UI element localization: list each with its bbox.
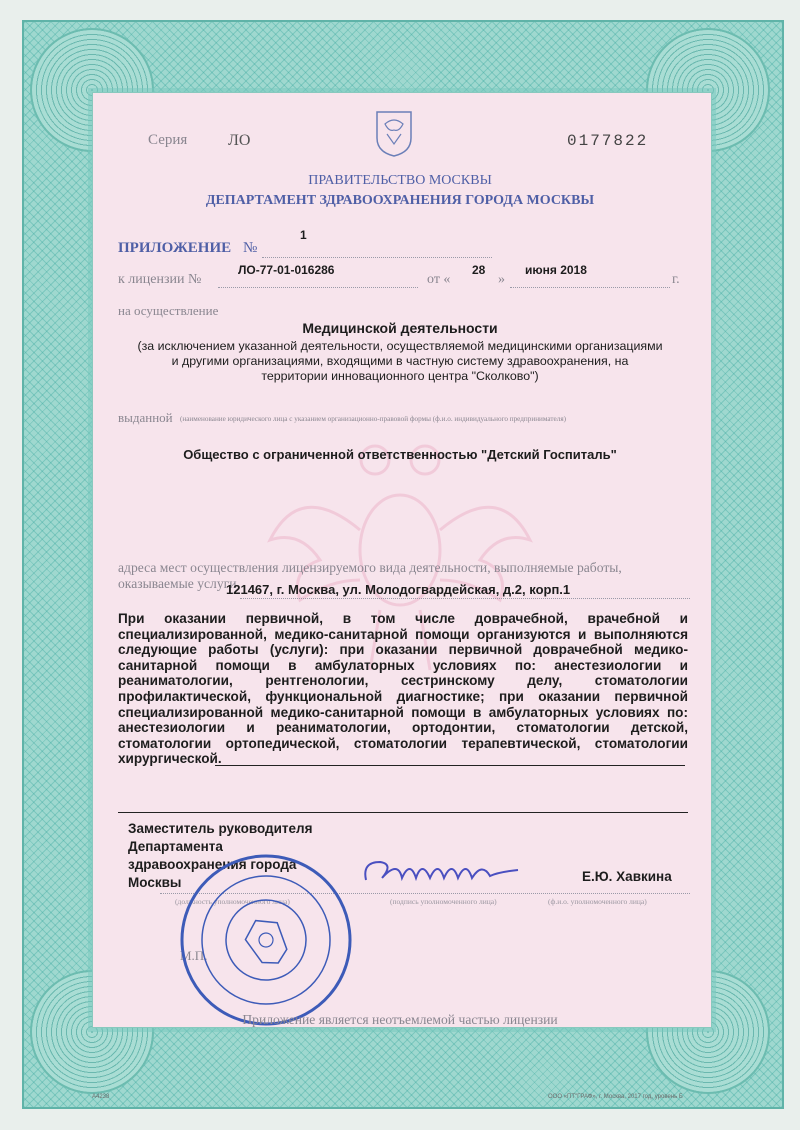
hint-position: (должность уполномоченного лица) <box>175 897 290 906</box>
handwritten-signature <box>358 852 528 892</box>
number-sign: № <box>243 240 258 256</box>
form-code: А4238 <box>92 1094 110 1100</box>
works-end-line <box>215 765 685 766</box>
printer-info: ООО «ПТ"ГРАФ», г. Москва, 2017 год, уровень Б <box>548 1094 683 1100</box>
government-title: ПРАВИТЕЛЬСТВО МОСКВЫ <box>308 173 492 188</box>
seal-place-label: М.П. <box>180 948 208 963</box>
organization-name: Общество с ограниченной ответственностью "Детский Госпиталь" <box>183 447 617 462</box>
coat-of-arms-icon <box>373 108 415 158</box>
license-number-line <box>218 287 418 288</box>
hint-name: (ф.и.о. уполномоченного лица) <box>548 897 647 906</box>
issued-label: выданной <box>118 410 173 425</box>
address-label: адреса мест осуществления лицензируемого вида деятельности, выполняемые работы, <box>118 560 622 575</box>
footer-note: Приложение является неотъемлемой частью лицензии <box>242 1012 558 1027</box>
appendix-number: 1 <box>300 228 307 242</box>
address-value: 121467, г. Москва, ул. Молодогвардейская, д.2, корп.1 <box>226 582 571 597</box>
form-number: 0177822 <box>567 132 649 150</box>
date-from: от « <box>427 272 451 287</box>
signer-name: Е.Ю. Хавкина <box>582 869 672 884</box>
date-line <box>510 287 670 288</box>
year-suffix: г. <box>672 272 680 287</box>
address-label: оказываемые услуги <box>118 576 237 591</box>
date-close: » <box>498 272 505 287</box>
series-label: Серия <box>148 132 188 148</box>
activity-line: и другими организациями, входящими в частную систему здравоохранения, на <box>171 354 629 368</box>
activity-label: на осуществление <box>118 303 219 318</box>
license-number: ЛО-77-01-016286 <box>238 263 335 277</box>
appendix-label: ПРИЛОЖЕНИЕ <box>118 240 232 256</box>
issued-hint: (наименование юридического лица с указанием организационно-правовой формы (ф.и.о. индивидуального предпринимателя) <box>180 415 567 423</box>
appendix-number-line <box>262 257 492 258</box>
signer-position: Заместитель руководителя Департамента здравоохранения города Москвы <box>128 821 313 890</box>
license-label: к лицензии № <box>118 272 202 287</box>
date-day: 28 <box>472 263 486 277</box>
activity-title: Медицинской деятельности <box>302 320 498 336</box>
separator-line <box>118 812 688 813</box>
date-month-year: июня 2018 <box>525 263 587 277</box>
address-line <box>240 598 690 599</box>
hint-signature: (подпись уполномоченного лица) <box>390 897 497 906</box>
works-description: При оказании первичной, в том числе доврачебной, врачебной и специализированной, медико-санитарной помощи организуются и выполняются следующие работы (услуги): при оказании первичной доврачебной медико-санитарной помощи в амбулаторных условиях по: анестезиологии и реаниматологии, рентгенологии, сестринскому делу, стоматологии профилактической, функциональной диагностике; при оказании первичной специализированной медико-санитарной помощи в амбулаторных условиях по: анестезиологии и реаниматологии, ортодонтии, стоматологии детской, стоматологии ортопедической, стоматологии терапевтической, стоматологии хирургической. <box>118 611 688 767</box>
activity-line: (за исключением указанной деятельности, осуществляемой медицинскими организациями <box>137 339 663 353</box>
series-value: ЛО <box>228 132 251 149</box>
activity-line: территории инновационного центра "Сколково") <box>261 369 539 383</box>
department-title: ДЕПАРТАМЕНТ ЗДРАВООХРАНЕНИЯ ГОРОДА МОСКВЫ <box>205 193 595 208</box>
